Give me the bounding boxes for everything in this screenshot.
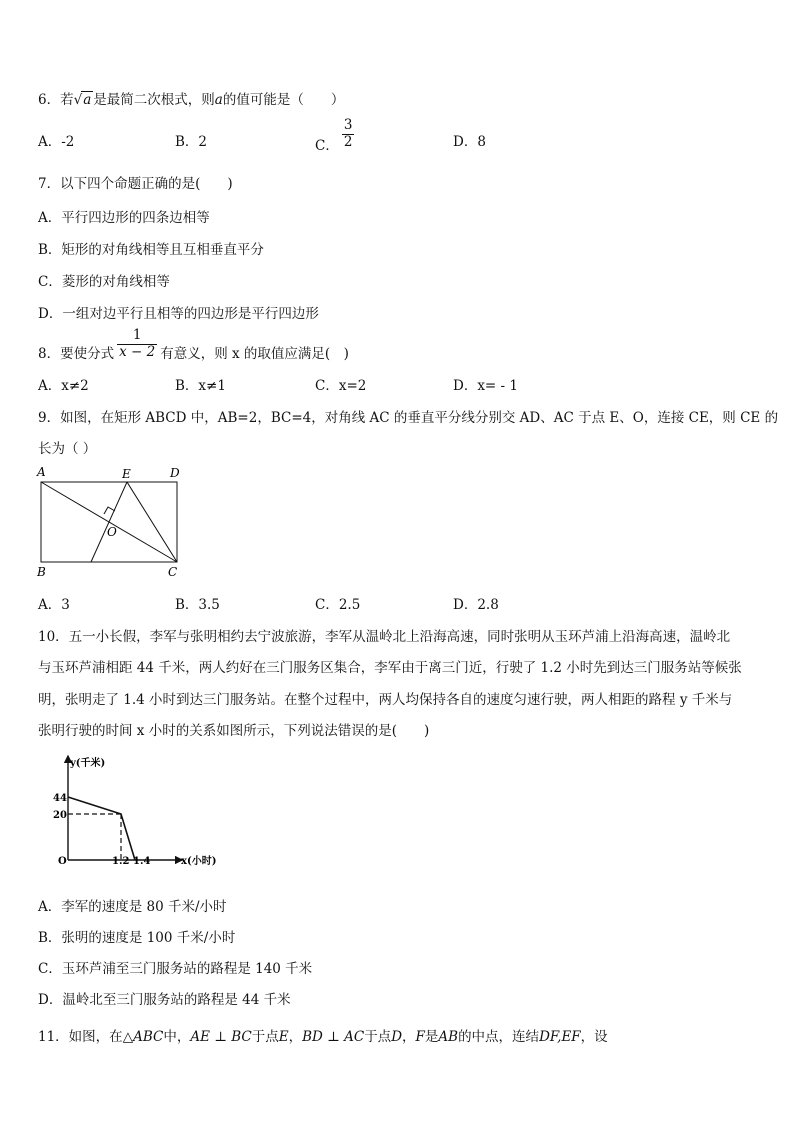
graph-tick-20: 20: [53, 810, 67, 821]
q7-option-a: A．平行四边形的四条边相等: [38, 210, 210, 226]
q10-distance-time-graph: [48, 752, 248, 887]
q10-stem-line2: 与玉环芦浦相距 44 千米，两人约好在三门服务区集合，李军由于离三门近，行驶了 1.2 小时先到达三门服务站等候张: [38, 660, 742, 676]
graph-tick-44: 44: [53, 793, 67, 804]
q8-fraction: $\frac{1}{x - 2}$: [119, 327, 156, 360]
q10-stem-line1: 10．五一小长假，李军与张明相约去宁波旅游，李军从温岭北上沿海高速，同时张明从玉环芦浦上沿海高速，温岭北: [38, 629, 731, 645]
label-o: O: [107, 525, 117, 539]
q6-option-a: A．-2: [38, 134, 75, 150]
q6-option-c: C． $\frac{3}{2}$: [315, 117, 353, 154]
graph-tick-1-4: 1.4: [133, 856, 151, 867]
q10-option-d: D．温岭北至三门服务站的路程是 44 千米: [38, 992, 291, 1008]
q11-stem: 11．如图，在△ABC中，AE ⊥ BC于点E，BD ⊥ AC于点D，F是AB的中点，连结DF,EF，设: [38, 1029, 608, 1045]
q6-option-d: D．8: [453, 134, 486, 150]
q9-option-d: D．2.8: [453, 597, 499, 613]
q9-option-c: C．2.5: [315, 597, 361, 613]
graph-tick-1-2: 1.2: [112, 856, 130, 867]
graph-x-label: x(小时): [181, 856, 217, 867]
q9-stem-line2: 长为（ ）: [38, 441, 97, 457]
q10-option-a: A．李军的速度是 80 千米/小时: [38, 899, 227, 915]
q8-option-b: B．x≠1: [175, 378, 226, 394]
segment-ce: [127, 482, 177, 562]
q7-option-b: B．矩形的对角线相等且互相垂直平分: [38, 242, 264, 258]
q6-option-b: B．2: [175, 134, 208, 150]
q9-stem-line1: 9．如图，在矩形 ABCD 中，AB=2，BC=4，对角线 AC 的垂直平分线分别交 AD、AC 于点 E、O，连接 CE，则 CE 的: [38, 410, 779, 426]
q7-option-c: C．菱形的对角线相等: [38, 274, 170, 290]
q8-option-d: D．x= - 1: [453, 378, 518, 394]
q10-stem-line4: 张明行驶的时间 x 小时的关系如图所示，下列说法错误的是( ): [38, 723, 430, 739]
q9-rectangle-figure: [34, 462, 194, 582]
label-d: D: [170, 466, 180, 480]
q9-option-a: A．3: [38, 597, 70, 613]
q8-stem: 8．要使分式 $\frac{1}{x - 2}$ 有意义，则 x 的取值应满足( ): [38, 327, 349, 362]
graph-y-label: y(千米): [70, 758, 106, 769]
q8-option-c: C．x=2: [315, 378, 367, 394]
q6-radicand: a: [83, 92, 92, 108]
q10-stem-line3: 明，张明走了 1.4 小时到达三门服务站。在整个过程中，两人均保持各自的速度匀速行驶，两人相距的路程 y 千米与: [38, 692, 733, 708]
q7-option-d: D．一组对边平行且相等的四边形是平行四边形: [38, 306, 319, 322]
q8-option-a: A．x≠2: [38, 378, 89, 394]
sqrt-sign: √: [73, 92, 83, 108]
graph-origin: O: [58, 856, 67, 867]
distance-line: [68, 797, 135, 860]
label-a: A: [37, 465, 46, 479]
q6-stem: 6．若√a 是最简二次根式，则a的值可能是（ ）: [38, 92, 345, 108]
label-c: C: [168, 565, 178, 579]
q6-fraction: $\frac{3}{2}$: [343, 117, 353, 150]
label-b: B: [37, 565, 46, 579]
q10-option-c: C．玉环芦浦至三门服务站的路程是 140 千米: [38, 961, 313, 977]
label-e: E: [122, 467, 131, 481]
q9-option-b: B．3.5: [175, 597, 220, 613]
perpendicular-bisector: [91, 482, 127, 562]
q7-stem: 7．以下四个命题正确的是( ): [38, 176, 233, 192]
q10-option-b: B．张明的速度是 100 千米/小时: [38, 930, 236, 946]
